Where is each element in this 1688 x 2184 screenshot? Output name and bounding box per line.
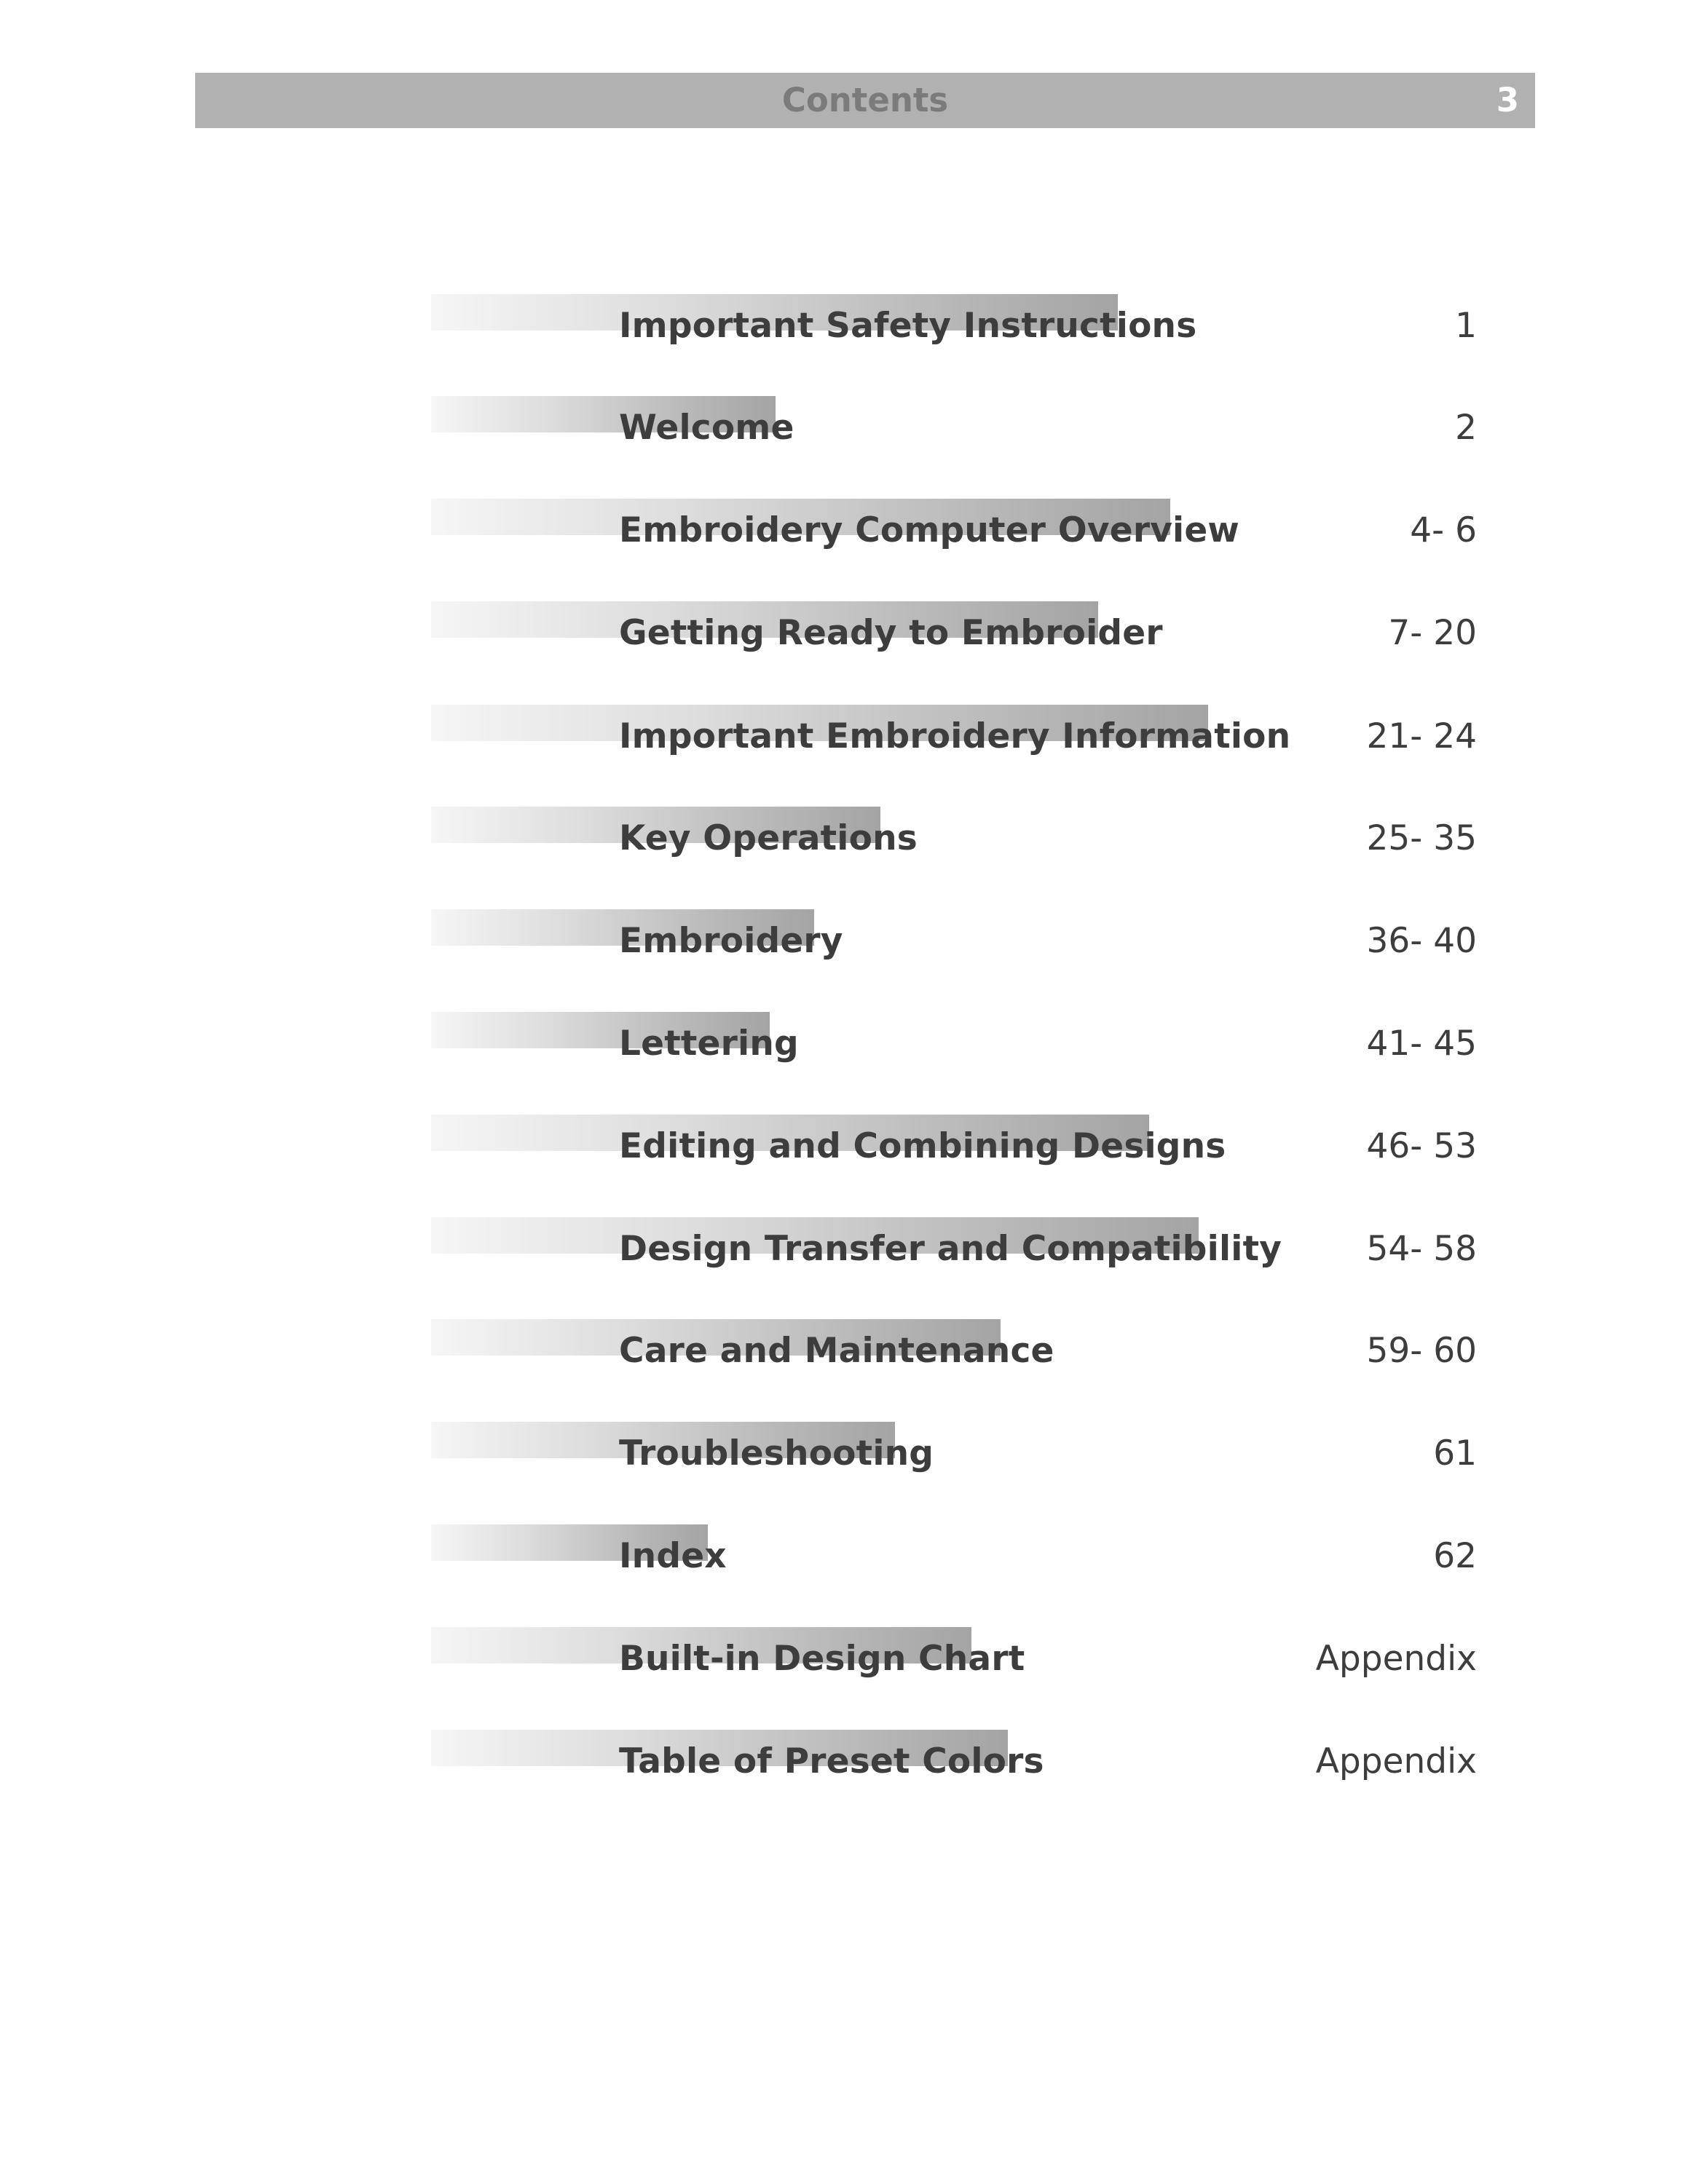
toc-entry-title: Lettering: [619, 1024, 799, 1064]
toc-entry[interactable]: [431, 807, 1477, 887]
toc-entry[interactable]: [431, 601, 1477, 681]
toc-entry[interactable]: [431, 1524, 1477, 1605]
toc-entry[interactable]: [431, 1217, 1477, 1297]
toc-entry[interactable]: [431, 909, 1477, 989]
toc-entry-title: Design Transfer and Compatibility: [619, 1229, 1282, 1269]
toc-entry-title: Editing and Combining Designs: [619, 1126, 1226, 1166]
toc-entry-title: Embroidery Computer Overview: [619, 510, 1240, 550]
toc-entry-page: 25- 35: [1366, 818, 1477, 858]
toc-entry-page: 4- 6: [1410, 510, 1477, 550]
toc-entry-page: 59- 60: [1366, 1331, 1477, 1371]
toc-entry-title: Care and Maintenance: [619, 1331, 1054, 1371]
toc-entry-page: 36- 40: [1366, 921, 1477, 961]
toc-entry-title: Key Operations: [619, 818, 918, 858]
page-title: Contents: [781, 81, 949, 119]
toc-entry-page: 41- 45: [1366, 1024, 1477, 1064]
toc-entry[interactable]: [431, 1627, 1477, 1707]
toc-entry[interactable]: [431, 499, 1477, 579]
toc-entry-title: Troubleshooting: [619, 1433, 934, 1473]
toc-entry[interactable]: [431, 1012, 1477, 1092]
toc-entry[interactable]: [431, 1115, 1477, 1195]
toc-entry[interactable]: [431, 396, 1477, 476]
toc-entry-page: 21- 24: [1366, 716, 1477, 756]
toc-entry-title: Welcome: [619, 408, 794, 448]
toc-entry-page: 46- 53: [1366, 1126, 1477, 1166]
toc-entry-page: 7- 20: [1388, 613, 1477, 653]
toc-entry[interactable]: [431, 1319, 1477, 1399]
toc-entry-title: Embroidery: [619, 921, 843, 961]
toc-entry[interactable]: [431, 1730, 1477, 1810]
toc-entry-page: 54- 58: [1366, 1229, 1477, 1269]
toc-entry-page: 62: [1433, 1536, 1477, 1576]
toc-entry-title: Important Safety Instructions: [619, 306, 1197, 346]
toc-entry-title: Index: [619, 1536, 727, 1576]
toc-entry-title: Table of Preset Colors: [619, 1741, 1044, 1781]
toc-entry-title: Getting Ready to Embroider: [619, 613, 1163, 653]
page-number: 3: [1496, 81, 1519, 119]
toc-entry-page: 2: [1455, 408, 1477, 448]
toc-entry-page: Appendix: [1315, 1639, 1477, 1679]
toc-entry-page: 61: [1433, 1433, 1477, 1473]
toc-entry[interactable]: [431, 294, 1477, 374]
toc-entry-page: Appendix: [1315, 1741, 1477, 1781]
toc-entry-page: 1: [1455, 306, 1477, 346]
toc-entry-title: Important Embroidery Information: [619, 716, 1291, 756]
toc-entry-title: Built-in Design Chart: [619, 1639, 1025, 1679]
toc-entry[interactable]: [431, 1422, 1477, 1502]
toc-entry[interactable]: [431, 705, 1477, 785]
